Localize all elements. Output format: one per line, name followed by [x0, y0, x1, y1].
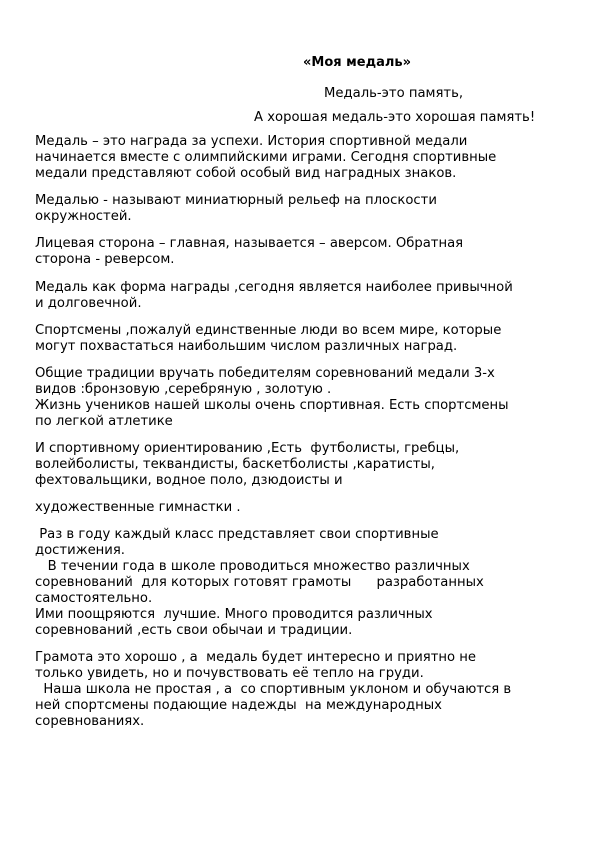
text-line: видов :бронзовую ,серебряную , золотую .: [35, 382, 332, 397]
document-title: «Моя медаль»: [303, 55, 411, 70]
text-line: достижения.: [35, 543, 126, 558]
text-line: фехтовальщики, водное поло, дзюдоисты и: [35, 473, 343, 488]
text-line: медали представляют собой особый вид наградных знаков.: [35, 166, 457, 181]
text-line: художественные гимнастки .: [35, 500, 241, 515]
text-line: начинается вместе с олимпийскими играми. Сегодня спортивные: [35, 150, 497, 165]
text-line: Медаль – это награда за успехи. История спортивной медали: [35, 134, 468, 149]
text-line: соревнований для которых готовят грамоты разработанных: [35, 575, 484, 590]
text-line: соревнованиях.: [35, 714, 145, 729]
text-line: Ими поощряются лучшие. Много проводится различных: [35, 607, 433, 622]
text-line: могут похвастаться наибольшим числом различных наград.: [35, 339, 458, 354]
text-line: Наша школа не простая , а со спортивным уклоном и обучаются в: [35, 682, 512, 697]
text-line: по легкой атлетике: [35, 414, 173, 429]
text-line: В течении года в школе проводиться множество различных: [35, 559, 470, 574]
text-line: Общие традиции вручать победителям соревнований медали 3-х: [35, 366, 495, 381]
text-line: Жизнь учеников нашей школы очень спортивная. Есть спортсмены: [35, 398, 509, 413]
text-line: И спортивному ориентированию ,Есть футболисты, гребцы,: [35, 441, 460, 456]
text-line: окружностей.: [35, 209, 132, 224]
epigraph-line-2: А хорошая медаль-это хорошая память!: [254, 110, 536, 125]
text-line: и долговечной.: [35, 296, 142, 311]
text-line: ней спортсмены подающие надежды на международных: [35, 698, 442, 713]
text-line: самостоятельно.: [35, 591, 153, 606]
text-line: Грамота это хорошо , а медаль будет интересно и приятно не: [35, 650, 476, 665]
text-line: Медалью - называют миниатюрный рельеф на плоскости: [35, 193, 437, 208]
text-line: Лицевая сторона – главная, называется – аверсом. Обратная: [35, 236, 464, 251]
text-line: Медаль как форма награды ,сегодня является наиболее привычной: [35, 280, 513, 295]
text-line: соревнований ,есть свои обычаи и традиции.: [35, 623, 353, 638]
text-line: сторона - реверсом.: [35, 252, 175, 267]
text-line: только увидеть, но и почувствовать её тепло на груди.: [35, 666, 424, 681]
text-line: волейболисты, теквандисты, баскетболисты ,каратисты,: [35, 457, 435, 472]
text-line: Раз в году каждый класс представляет свои спортивные: [35, 527, 439, 542]
text-line: Спортсмены ,пожалуй единственные люди во всем мире, которые: [35, 323, 502, 338]
epigraph-line-1: Медаль-это память,: [324, 86, 464, 101]
